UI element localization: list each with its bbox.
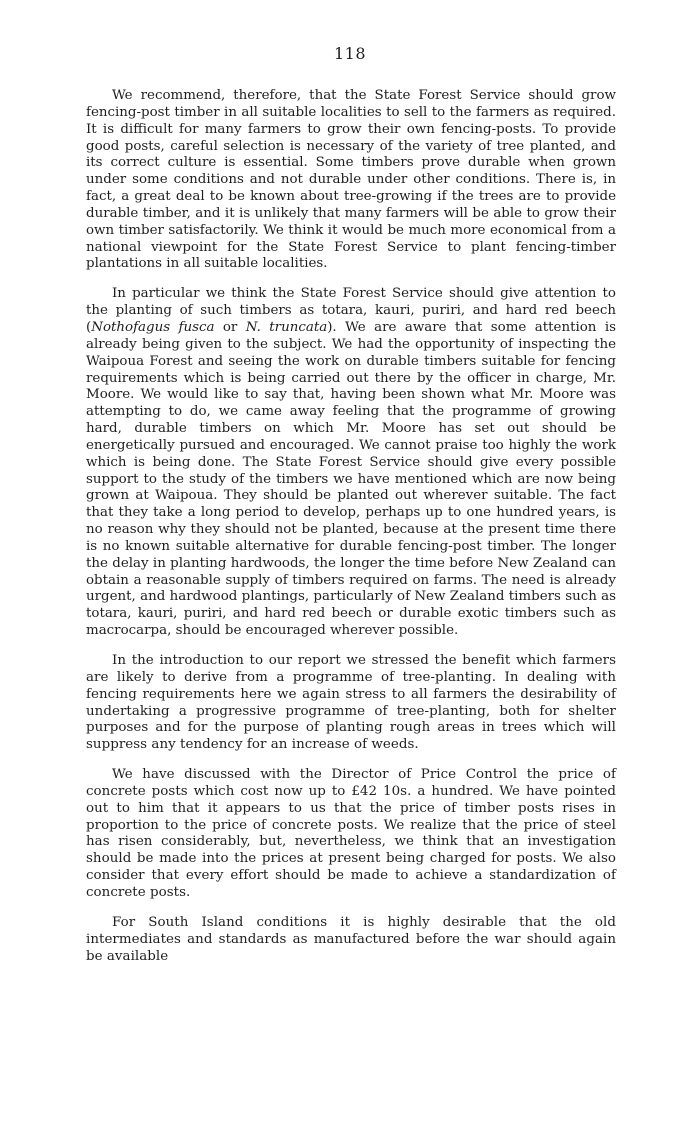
paragraph-text: ). We are aware that some attention is already being given to the subject. We had the opportunity of inspecting the Waipoua Forest and seeing the work on durable timbers suitable for fencing requirements which is being carried out there by the officer in charge, Mr. Moore. We would like to say that, having been shown what Mr. Moore was attempting to do, we came away feeling that the programme of growing hard, durable timbers on which Mr. Moore has set out should be energetically pursued and encouraged. We cannot praise too highly the work which is being done. The State Forest Service should give every possible support to the study of the timbers we have mentioned which are now being grown at Waipoua. They should be planted out wherever suitable. The fact that they take a long period to develop, perhaps up to one hundred years, is no reason why they should not be planted, because at the present time there is no known suitable alternative for durable fencing-post timber. The longer the delay in planting hardwoods, the longer the time before New Zealand can obtain a reasonable supply of timbers required on farms. The need is already urgent, and hardwood plantings, particularly of New Zealand timbers such as totara, kauri, puriri, and hard red beech or durable exotic timbers such as macrocarpa, should be encouraged wherever possible. bbox=[86, 319, 616, 639]
paragraph-text: or bbox=[214, 319, 246, 335]
body-text bbox=[86, 88, 616, 978]
paragraph-concrete-posts-price: We have discussed with the Director of Price Control the price of concrete posts which cost now up to £42 10s. a hundred. We have pointed out to him that it appears to us that the price of timber posts rises in proportion to the price of concrete posts. We realize that the price of steel has risen considerably, but, nevertheless, we think that an investigation should be made into the prices at present being charged for posts. We also consider that every effort should be made to achieve a standardization of concrete posts. bbox=[86, 767, 616, 900]
paragraph-text: In particular we think the State Forest Service should give attention to the planting of such timbers as totara, kauri, puriri, and hard red beech ( bbox=[86, 286, 616, 335]
paragraph-fencing-post-recommendation: We recommend, therefore, that the State Forest Service should grow fencing-post timber in all suitable localities to sell to the farmers as required. It is difficult for many farmers to grow their own fencing-posts. To provide good posts, careful selection is necessary of the variety of tree planted, and its correct culture is essential. Some timbers prove durable when grown under some conditions and not durable under other conditions. There is, in fact, a great deal to be known about tree-growing if the trees are to provide durable timber, and it is unlikely that many farmers will be able to grow their own timber satisfactorily. We think it would be much more economical from a national viewpoint for the State Forest Service to plant fencing-timber plantations in all suitable localities. bbox=[86, 88, 616, 272]
paragraph-durable-timbers bbox=[86, 286, 616, 640]
paragraph-south-island: For South Island conditions it is highly desirable that the old intermediates and standards as manufactured before the war should again be available bbox=[86, 914, 616, 964]
species-name-n-truncata: N. truncata bbox=[245, 319, 328, 335]
species-name-nothofagus-fusca: Nothofagus fusca bbox=[91, 319, 215, 335]
paragraph-tree-planting: In the introduction to our report we stressed the benefit which farmers are likely to derive from a programme of tree-planting. In dealing with fencing requirements here we again stress to all farmers the desirability of undertaking a progressive programme of tree-planting, both for shelter purposes and for the purpose of planting rough areas in trees which will suppress any tendency for an increase of weeds. bbox=[86, 653, 616, 753]
page-number: 118 bbox=[333, 44, 367, 63]
